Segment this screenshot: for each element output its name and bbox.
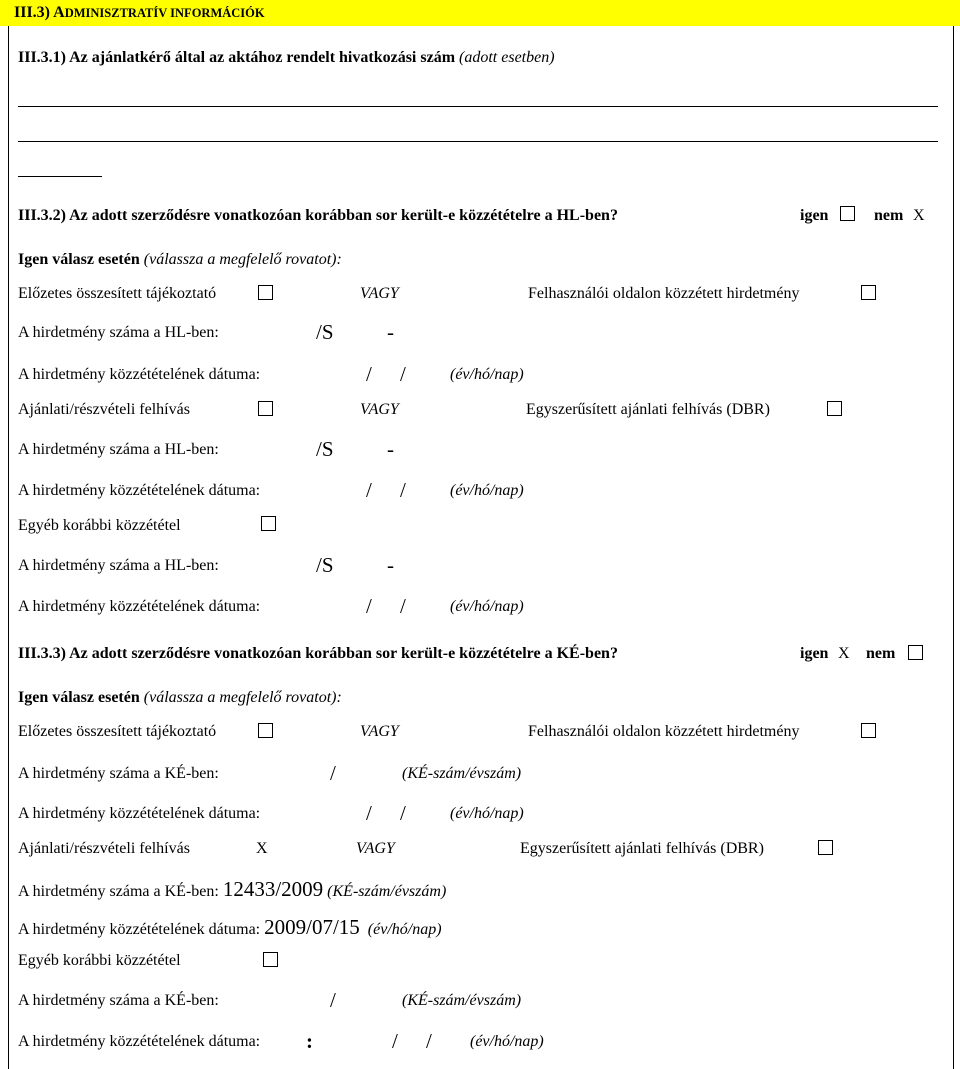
hl-date-label-1: A hirdetmény közzétételének dátuma: bbox=[18, 366, 261, 383]
ke-other-publication-label: Egyéb korábbi közzététel bbox=[18, 952, 181, 969]
reference-line-1[interactable] bbox=[18, 106, 938, 107]
ke-contract-notice-mark[interactable]: X bbox=[256, 840, 268, 857]
hl-yes-checkbox[interactable] bbox=[840, 206, 855, 221]
hl-date-format-1: (év/hó/nap) bbox=[450, 366, 524, 383]
ke-date-label-1: A hirdetmény közzétételének dátuma: bbox=[18, 805, 261, 822]
ke-number-value[interactable]: 12433/2009 bbox=[222, 877, 324, 901]
hl-date-slash-2b[interactable]: / bbox=[400, 478, 406, 502]
hl-other-publication-label: Egyéb korábbi közzététel bbox=[18, 517, 181, 534]
hl-number-dash-2[interactable]: - bbox=[387, 437, 394, 461]
hl-contract-notice-label: Ajánlati/részvételi felhívás bbox=[18, 401, 190, 418]
hl-answer-note: (válassza a megfelelő rovatot): bbox=[143, 251, 342, 268]
hl-number-label-1: A hirdetmény száma a HL-ben: bbox=[18, 324, 219, 341]
ke-number-label-3: A hirdetmény száma a KÉ-ben: bbox=[18, 992, 219, 1009]
ke-yes-label: igen bbox=[800, 645, 829, 662]
ke-prior-info-checkbox[interactable] bbox=[258, 723, 273, 738]
hl-date-slash-2a[interactable]: / bbox=[366, 478, 372, 502]
ke-number-format-3: (KÉ-szám/évszám) bbox=[402, 992, 522, 1009]
reference-line-3[interactable] bbox=[18, 176, 102, 177]
hl-date-slash-1a[interactable]: / bbox=[366, 362, 372, 386]
ke-number-format-2: (KÉ-szám/évszám) bbox=[327, 883, 447, 900]
ke-date-slash-3b[interactable]: / bbox=[426, 1029, 432, 1053]
ke-date-row-2 bbox=[18, 915, 442, 940]
ke-number-label-2: A hirdetmény száma a KÉ-ben: bbox=[18, 883, 219, 900]
reference-line-2[interactable] bbox=[18, 141, 938, 142]
ke-date-value[interactable]: 2009/07/15 bbox=[264, 915, 360, 939]
ke-number-label-1: A hirdetmény száma a KÉ-ben: bbox=[18, 765, 219, 782]
form-frame bbox=[8, 26, 954, 1069]
ke-number-format-1: (KÉ-szám/évszám) bbox=[402, 765, 522, 782]
ke-date-format-3: (év/hó/nap) bbox=[470, 1033, 544, 1050]
ke-or-2: VAGY bbox=[356, 840, 395, 857]
ke-dbr-label: Egyszerűsített ajánlati felhívás (DBR) bbox=[520, 840, 764, 857]
ke-date-colon: : bbox=[306, 1029, 313, 1053]
ke-other-publication-checkbox[interactable] bbox=[263, 952, 278, 967]
hl-date-label-3: A hirdetmény közzétételének dátuma: bbox=[18, 598, 261, 615]
ke-date-format-1: (év/hó/nap) bbox=[450, 805, 524, 822]
ke-answer-note: (válassza a megfelelő rovatot): bbox=[143, 689, 342, 706]
section-title-rest: DMINISZTRATÍV INFORMÁCIÓK bbox=[64, 6, 265, 20]
hl-no-mark[interactable]: X bbox=[913, 207, 925, 224]
hl-answer-instruction bbox=[18, 250, 342, 270]
hl-dbr-label: Egyszerűsített ajánlati felhívás (DBR) bbox=[526, 401, 770, 418]
hl-prior-info-checkbox[interactable] bbox=[258, 285, 273, 300]
hl-date-slash-1b[interactable]: / bbox=[400, 362, 406, 386]
ke-contract-notice-label: Ajánlati/részvételi felhívás bbox=[18, 840, 190, 857]
ke-date-slash-1b[interactable]: / bbox=[400, 801, 406, 825]
ke-no-checkbox[interactable] bbox=[908, 645, 923, 660]
hl-answer-bold: Igen válasz esetén bbox=[18, 251, 140, 268]
ke-buyer-profile-checkbox[interactable] bbox=[861, 723, 876, 738]
section-title-cap: A bbox=[53, 4, 65, 21]
reference-number-text: III.3.1) Az ajánlatkérő által az aktához rendelt hivatkozási szám bbox=[18, 49, 456, 66]
reference-number-note: (adott esetben) bbox=[459, 49, 555, 66]
hl-question: III.3.2) Az adott szerződésre vonatkozóan korábban sor került-e közzétételre a HL-ben? bbox=[18, 207, 618, 224]
ke-date-label-2: A hirdetmény közzétételének dátuma: bbox=[18, 921, 261, 938]
hl-contract-notice-checkbox[interactable] bbox=[258, 401, 273, 416]
section-number: III.3) bbox=[14, 4, 51, 21]
hl-number-dash-3[interactable]: - bbox=[387, 553, 394, 577]
hl-or-2: VAGY bbox=[360, 401, 399, 418]
ke-no-label: nem bbox=[866, 645, 896, 662]
hl-number-label-3: A hirdetmény száma a HL-ben: bbox=[18, 557, 219, 574]
ke-date-slash-1a[interactable]: / bbox=[366, 801, 372, 825]
ke-yes-mark[interactable]: X bbox=[838, 645, 850, 662]
ke-date-format-2: (év/hó/nap) bbox=[367, 921, 442, 938]
section-title bbox=[14, 3, 265, 23]
hl-date-slash-3a[interactable]: / bbox=[366, 594, 372, 618]
hl-buyer-profile-label: Felhasználói oldalon közzétett hirdetmény bbox=[528, 285, 800, 302]
hl-date-format-3: (év/hó/nap) bbox=[450, 598, 524, 615]
hl-or-1: VAGY bbox=[360, 285, 399, 302]
hl-date-label-2: A hirdetmény közzétételének dátuma: bbox=[18, 482, 261, 499]
hl-number-dash-1[interactable]: - bbox=[387, 320, 394, 344]
ke-number-slash-1[interactable]: / bbox=[330, 761, 336, 785]
ke-or-1: VAGY bbox=[360, 723, 399, 740]
hl-number-s-1[interactable]: /S bbox=[316, 320, 334, 344]
ke-buyer-profile-label: Felhasználói oldalon közzétett hirdetmény bbox=[528, 723, 800, 740]
reference-number-label bbox=[18, 48, 555, 68]
hl-number-s-3[interactable]: /S bbox=[316, 553, 334, 577]
hl-buyer-profile-checkbox[interactable] bbox=[861, 285, 876, 300]
hl-other-publication-checkbox[interactable] bbox=[261, 516, 276, 531]
ke-date-slash-3a[interactable]: / bbox=[392, 1029, 398, 1053]
hl-number-s-2[interactable]: /S bbox=[316, 437, 334, 461]
ke-question: III.3.3) Az adott szerződésre vonatkozóan korábban sor került-e közzétételre a KÉ-ben? bbox=[18, 645, 618, 662]
ke-number-row-2 bbox=[18, 877, 446, 902]
ke-answer-bold: Igen válasz esetén bbox=[18, 689, 140, 706]
ke-dbr-checkbox[interactable] bbox=[818, 840, 833, 855]
hl-prior-info-label: Előzetes összesített tájékoztató bbox=[18, 285, 217, 302]
hl-date-format-2: (év/hó/nap) bbox=[450, 482, 524, 499]
ke-date-label-3: A hirdetmény közzétételének dátuma: bbox=[18, 1033, 261, 1050]
hl-yes-label: igen bbox=[800, 207, 829, 224]
hl-no-label: nem bbox=[874, 207, 904, 224]
ke-answer-instruction bbox=[18, 688, 342, 708]
ke-number-slash-3[interactable]: / bbox=[330, 988, 336, 1012]
hl-date-slash-3b[interactable]: / bbox=[400, 594, 406, 618]
hl-dbr-checkbox[interactable] bbox=[827, 401, 842, 416]
ke-prior-info-label: Előzetes összesített tájékoztató bbox=[18, 723, 217, 740]
hl-number-label-2: A hirdetmény száma a HL-ben: bbox=[18, 441, 219, 458]
